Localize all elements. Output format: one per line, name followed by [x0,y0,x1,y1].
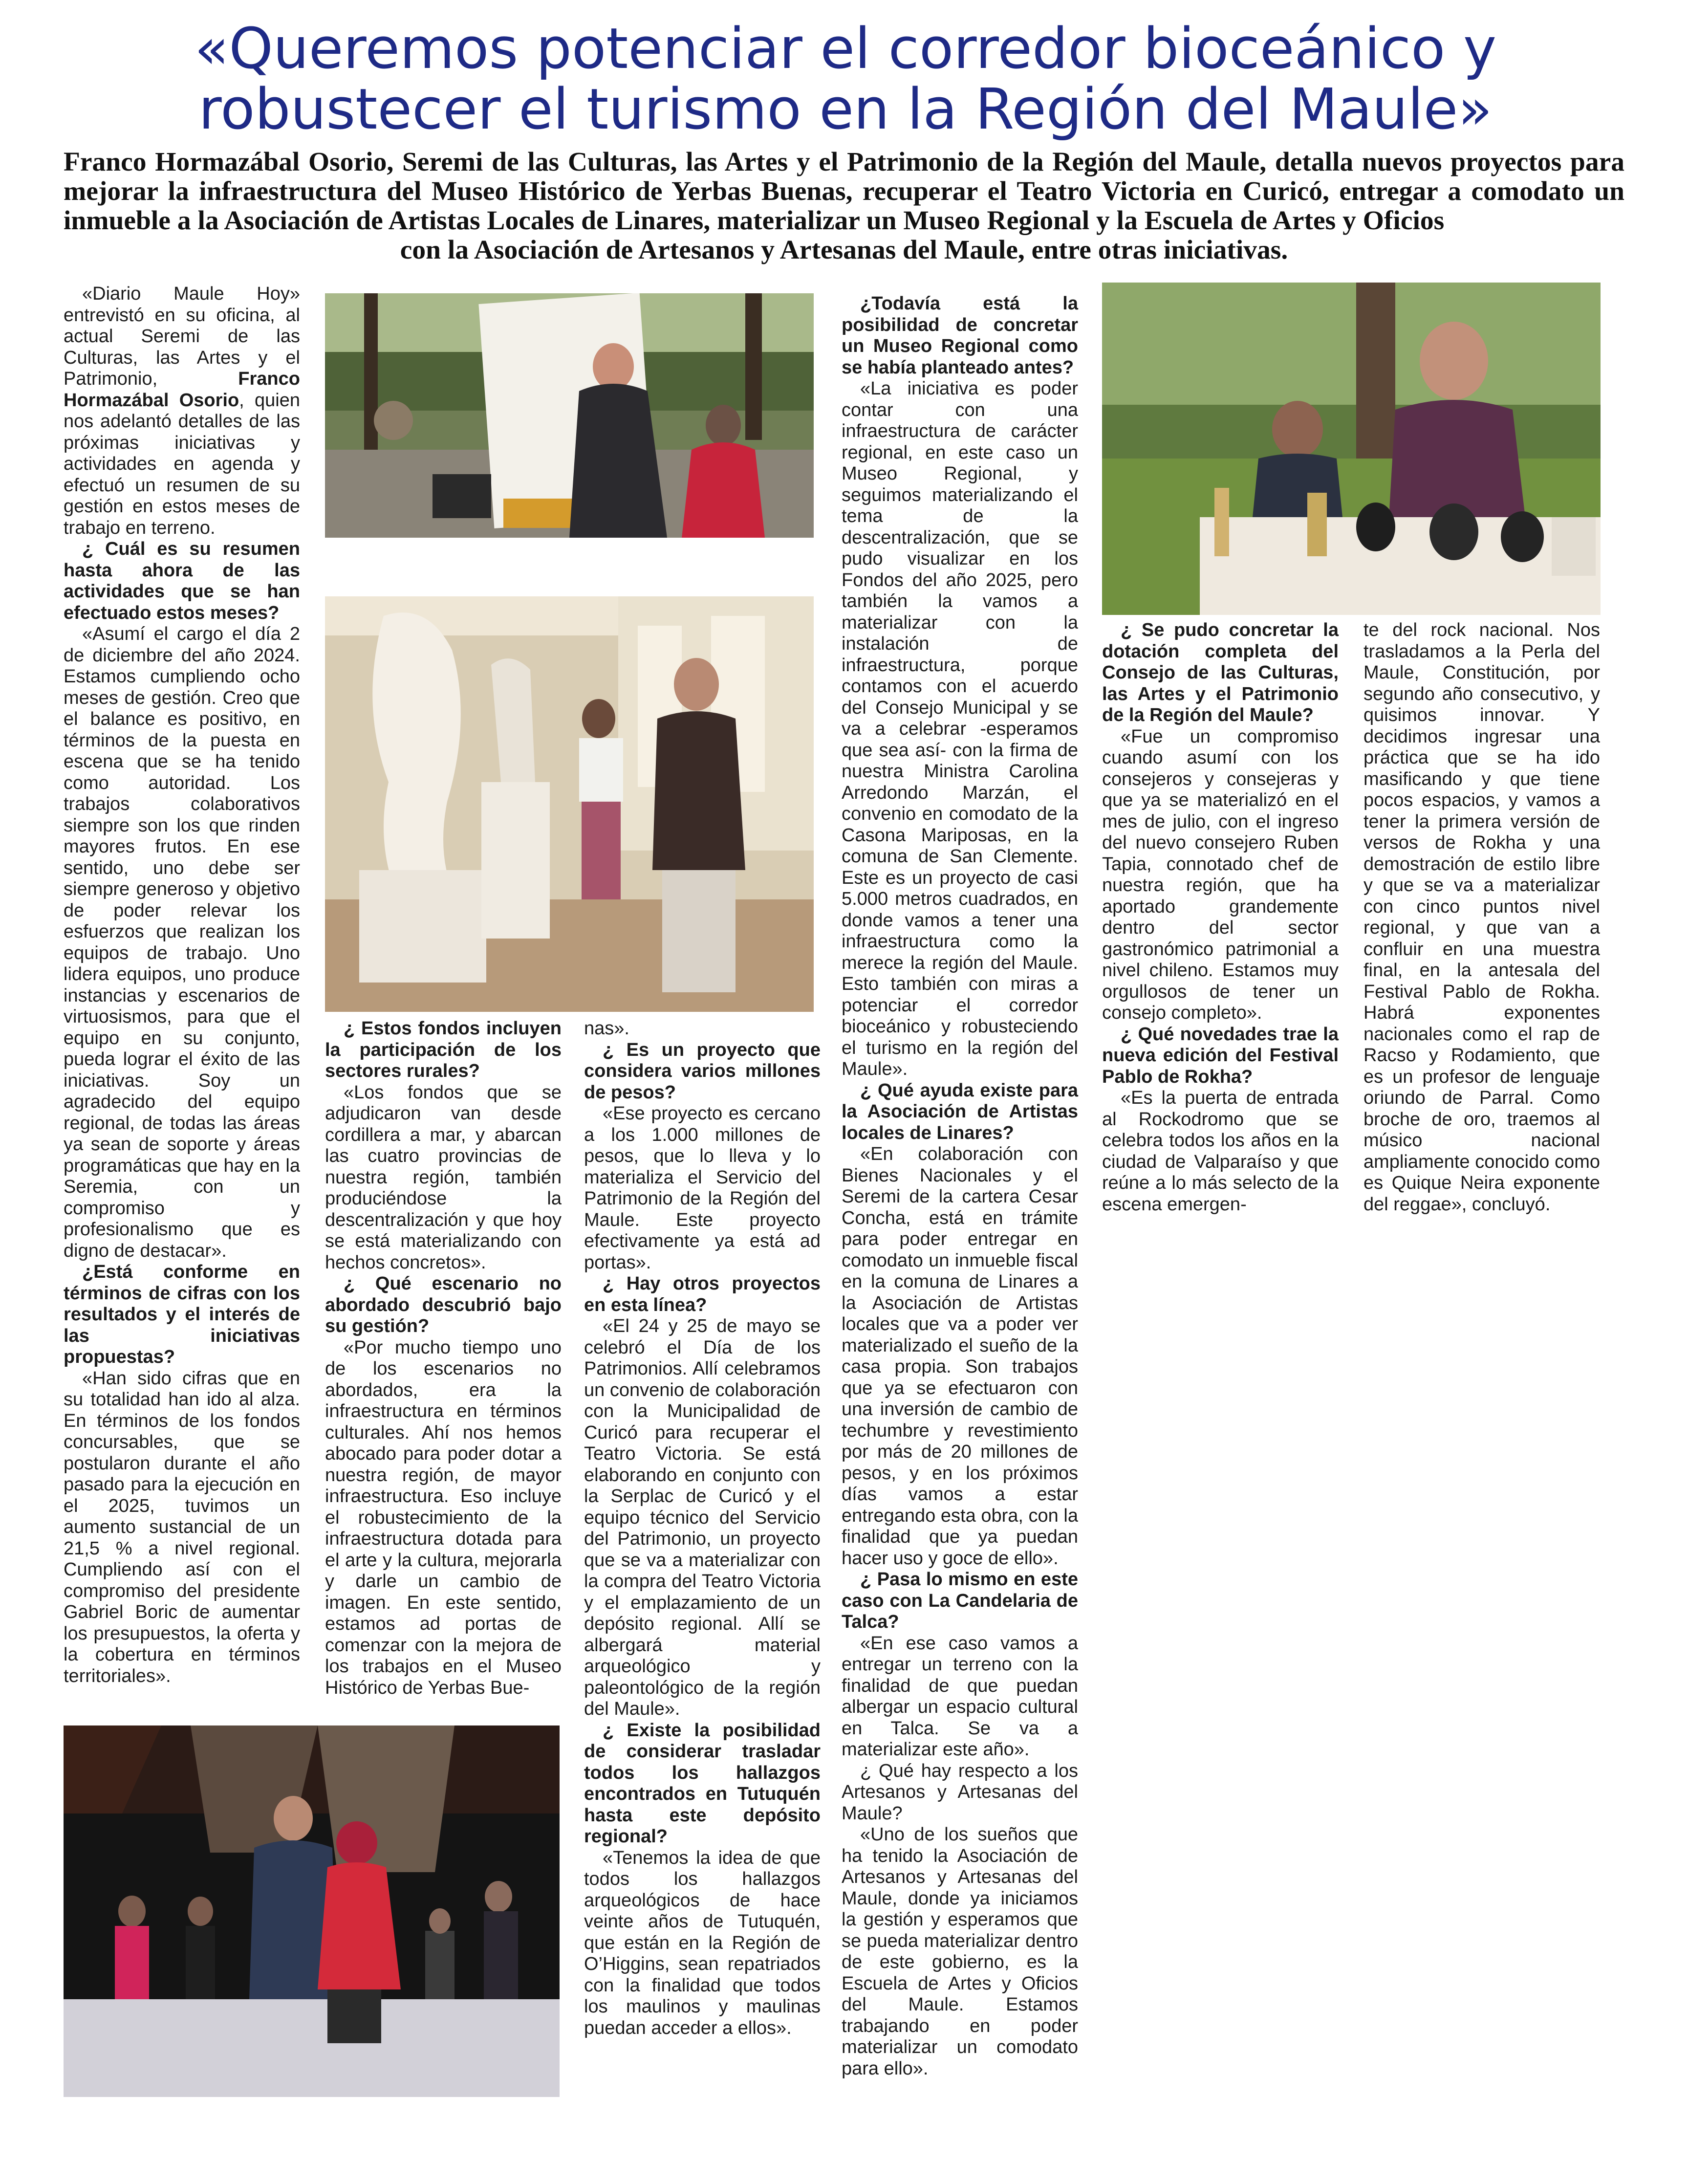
answer-12: «Fue un compromiso cuando asumí con los consejeros y consejeras y que ya se materializó en el mes de julio, con el ingreso del nuevo consejero Ruben Tapia, connotado chef de nuestra región, que ha aportado grandemente dentro del sector gastronómico patrimonial a nivel chileno. Estamos muy orgullosos de tener un consejo completo». [1102,726,1339,1023]
question-12: ¿ Se pudo concretar la dotación completa del Consejo de las Culturas, las Artes y el Patrimonio de la Región del Maule? [1102,620,1339,725]
question-3: ¿ Estos fondos incluyen la participación de los sectores rurales? [325,1018,562,1081]
answer-13-continued: te del rock nacional. Nos trasladamos a la Perla del Maule, Constitución, por segundo año consecutivo, y quisimos innovar. Y decidimos ingresar una práctica que se ha ido masificando y que tiene pocos espacios, y vamos a tener la primera versión de versos de Rokha y una demostración de estilo libre y que se va a materializar con cinco puntos nivel regional, y que van a confluir en una muestra final, en la antesala del Festival Pablo de Rokha. Habrá exponentes nacionales como el rap de Racso y Rodamiento, que es un profesor de lenguaje oriundo de Parral. Como broche de oro, traemos al músico nacional ampliamente conocido como es Quique Neira exponente del reggae», concluyó. [1363,620,1600,1215]
question-7: ¿ Existe la posibilidad de considerar trasladar todos los hallazgos encontrados en Tutuquén hasta este depósito regional? [584,1720,821,1847]
photo-crafts-fair [1102,283,1601,615]
question-10: ¿ Pasa lo mismo en este caso con La Candelaria de Talca? [842,1569,1078,1632]
answer-7: «Tenemos la idea de que todos los hallazgos arqueológicos de hace veinte años de Tutuquén, que están en la Región de O’Higgins, sean repatriados con la finalidad que todos los maulinos y maulinas puedan acceder a ellos». [584,1847,821,2038]
answer-8: «La iniciativa es poder contar con una infraestructura de carácter regional, en este caso un Museo Regional, y seguimos materializando el tema de la descentralización, que se pudo visualizar en los Fondos del año 2025, pero también la vamos a materializar con la instalación de infraestructura, porque contamos con el acuerdo del Consejo Municipal y se va a celebrar -esperamos que sea así- con la firma de nuestra Ministra Carolina Arredondo Marzán, el convenio en comodato de la Casona Mariposas, en la comuna de San Clemente. Este es un proyecto de casi 5.000 metros cuadrados, en donde vamos a tener una infraestructura como la merece la región del Maule. Esto también con miras a potenciar el corredor bioceánico y robusteciendo el turismo en la región del Maule». [842,378,1078,1079]
lead-text: Franco Hormazábal Osorio, Seremi de las Culturas, las Artes y el Patrimonio de la Región del Maule, detalla nuevos proyectos para mejorar la infraestructura del Museo Histórico de Yerbas Buenas, recuperar el Teatro Victoria en Curicó, entregar a comodato un inmueble a la Asociación de Artistas Locales de Linares, materializar un Museo Regional y la Escuela de Artes y Oficios [64,147,1624,236]
photo-signing-event [325,293,814,538]
answer-13: «Es la puerta de entrada al Rockodromo que se celebra todos los años en la ciudad de Valparaíso y que reúne a lo más selecto de la escena emergen- [1102,1088,1339,1215]
article-lead [64,148,1624,265]
lead-last-line: con la Asociación de Artesanos y Artesanas del Maule, entre otras iniciativas. [400,235,1288,265]
column-1 [64,284,300,1687]
headline-line-1: «Queremos potenciar el corredor bioceánico y [194,16,1497,82]
question-5: ¿ Es un proyecto que considera varios millones de pesos? [584,1039,821,1103]
answer-3: «Los fondos que se adjudicaron van desde cordillera a mar, y abarcan las cuatro provincias de nuestra región, también produciéndose la descentralización y que hoy se está materializando con hechos concretos». [325,1082,562,1273]
column-5 [1102,620,1339,1215]
answer-6: «El 24 y 25 de mayo se celebró el Día de los Patrimonios. Allí celebramos un convenio de colaboración con la Municipalidad de Curicó para recuperar el Teatro Victoria. Se está elaborando en conjunto con la Serplac de Curicó y el equipo técnico del Servicio del Patrimonio, un proyecto que se va a materializar con la compra del Teatro Victoria y el emplazamiento de un depósito regional. Allí se albergará material arqueológico y paleontológico de la región del Maule». [584,1316,821,1719]
question-2: ¿Está conforme en términos de cifras con los resultados y el interés de las iniciativas propuestas? [64,1262,300,1367]
question-9: ¿ Qué ayuda existe para la Asociación de Artistas locales de Linares? [842,1080,1078,1143]
answer-4: «Por mucho tiempo uno de los escenarios no abordados, era la infraestructura en términos culturales. Ahí nos hemos abocado para poder dotar a nuestra región, de mayor infraestructura. Eso incluye el robustecimiento de la infraestructura dotada para el arte y la cultura, mejorarla y darle un cambio de imagen. En este sentido, estamos ad portas de comenzar con la mejora de los trabajos en el Museo Histórico de Yerbas Bue- [325,1337,562,1698]
question-4: ¿ Qué escenario no abordado descubrió bajo su gestión? [325,1273,562,1336]
interviewee-name: Franco Hormazábal Osorio [64,369,300,411]
question-13: ¿ Qué novedades trae la nueva edición del Festival Pablo de Rokha? [1102,1024,1339,1087]
column-4 [842,293,1078,2079]
photo-museum-sculptures [325,596,814,1012]
answer-1: «Asumí el cargo el día 2 de diciembre del año 2024. Estamos cumpliendo ocho meses de gestión. Creo que el balance es positivo, en términos de la puesta en escena que se ha tenido como autoridad. Los trabajos colaborativos siempre son los que rinden mayores frutos. En ese sentido, uno debe ser siempre generoso y objetivo de poder relevar los esfuerzos que realizan los equipos de trabajo. Uno lidera equipos, uno produce instancias y escenarios de virtuosismos, para que el equipo en su conjunto, pueda lograr el éxito de las iniciativas. Soy un agradecido del equipo regional, de todas las áreas ya sean de soporte y áreas programáticas que hay en la Seremia, con un compromiso y profesionalismo que es digno de destacar». [64,624,300,1261]
question-6: ¿ Hay otros proyectos en esta línea? [584,1273,821,1315]
question-11: ¿ Qué hay respecto a los Artesanos y Artesanas del Maule? [842,1760,1078,1824]
answer-4-continued: nas». [584,1018,629,1039]
answer-2: «Han sido cifras que en su totalidad han ido al alza. En términos de los fondos concursables, que se postularon durante el año pasado para la ejecución en el 2025, tuvimos un aumento sustancial de un 21,5 % a nivel regional. Cumpliendo así con el compromiso del presidente Gabriel Boric de aumentar los presupuestos, la oferta y la cobertura en términos territoriales». [64,1368,300,1686]
column-3 [584,1018,821,2039]
answer-9: «En colaboración con Bienes Nacionales y el Seremi de la cartera Cesar Concha, está en trámite para poder entregar en comodato un inmueble fiscal en la comuna de Linares a la Asociación de Artistas locales que va a poder ver materializado el sueño de la casa propia. Son trabajos que ya se efectuaron con una inversión de cambio de techumbre y revestimiento por más de 20 millones de pesos, y en los próximos días vamos a estar entregando esta obra, con la finalidad que ya puedan hacer uso y goce de ello». [842,1144,1078,1569]
intro-paragraph [64,284,300,539]
intro-text-b: , quien nos adelantó detalles de las próximas iniciativas y actividades en agenda y efectuó un resumen de su gestión en estos meses de trabajo en terreno. [64,390,301,538]
intro-text-a: «Diario Maule Hoy» entrevistó en su oficina, al actual Seremi de las Culturas, las Artes y el Patrimonio, [64,284,300,389]
article-headline [117,16,1574,142]
answer-5: «Ese proyecto es cercano a los 1.000 millones de pesos, que lo lleva y lo materializa el Servicio del Patrimonio de la Región del Maule. Este proyecto efectivamente ya está ad portas». [584,1103,821,1273]
photo-stage-performance [64,1725,560,2097]
question-1: ¿ Cuál es su resumen hasta ahora de las actividades que se han efectuado estos meses? [64,539,300,623]
headline-line-2: robustecer el turismo en la Región del Maule» [198,77,1493,142]
question-8: ¿Todavía está la posibilidad de concretar un Museo Regional como se había planteado antes? [842,293,1078,378]
answer-10: «En ese caso vamos a entregar un terreno con la finalidad de que puedan albergar un espacio cultural en Talca. Se va a materializar este año». [842,1633,1078,1760]
column-6 [1363,620,1600,1215]
answer-11: «Uno de los sueños que ha tenido la Asociación de Artesanos y Artesanas del Maule, donde ya iniciamos la gestión y esperamos que se pueda materializar dentro de este gobierno, es la Escuela de Artes y Oficios del Maule. Estamos trabajando en poder materializar un comodato para ello». [842,1824,1078,2079]
column-2 [325,1018,562,1699]
